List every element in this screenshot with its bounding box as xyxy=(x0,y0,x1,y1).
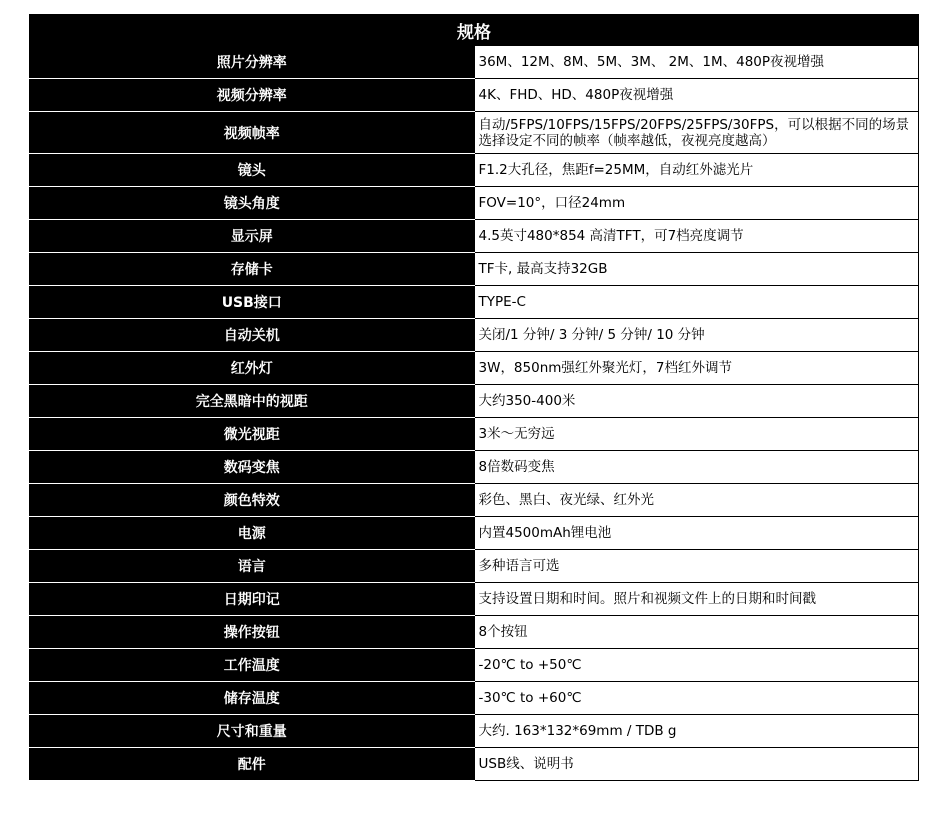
table-row xyxy=(30,583,919,616)
spec-label: 镜头角度 xyxy=(30,187,475,220)
table-row xyxy=(30,220,919,253)
spec-value: FOV=10°，口径24mm xyxy=(474,187,919,220)
table-row xyxy=(30,319,919,352)
spec-value: TYPE-C xyxy=(474,286,919,319)
spec-label: 存储卡 xyxy=(30,253,475,286)
table-row xyxy=(30,715,919,748)
spec-value: 3米～无穷远 xyxy=(474,418,919,451)
table-row xyxy=(30,154,919,187)
table-row xyxy=(30,286,919,319)
table-row xyxy=(30,517,919,550)
spec-value: -20℃ to +50℃ xyxy=(474,649,919,682)
table-header-row xyxy=(30,15,919,46)
spec-label: 尺寸和重量 xyxy=(30,715,475,748)
table-row xyxy=(30,418,919,451)
spec-label: 日期印记 xyxy=(30,583,475,616)
spec-table xyxy=(29,14,919,781)
spec-label: 视频帧率 xyxy=(30,112,475,154)
table-row xyxy=(30,616,919,649)
spec-label: 微光视距 xyxy=(30,418,475,451)
table-row xyxy=(30,187,919,220)
table-row xyxy=(30,748,919,781)
spec-value: 8倍数码变焦 xyxy=(474,451,919,484)
spec-label: 操作按钮 xyxy=(30,616,475,649)
spec-value: 36M、12M、8M、5M、3M、 2M、1M、480P夜视增强 xyxy=(474,46,919,79)
table-row xyxy=(30,46,919,79)
spec-label: 配件 xyxy=(30,748,475,781)
spec-label: 数码变焦 xyxy=(30,451,475,484)
spec-value: 大约. 163*132*69mm / TDB g xyxy=(474,715,919,748)
spec-label: 显示屏 xyxy=(30,220,475,253)
spec-value: 4.5英寸480*854 高清TFT，可7档亮度调节 xyxy=(474,220,919,253)
table-row xyxy=(30,352,919,385)
spec-label: 语言 xyxy=(30,550,475,583)
spec-label: USB接口 xyxy=(30,286,475,319)
spec-value: 支持设置日期和时间。照片和视频文件上的日期和时间戳 xyxy=(474,583,919,616)
table-row xyxy=(30,253,919,286)
spec-value: 自动/5FPS/10FPS/15FPS/20FPS/25FPS/30FPS，可以根据不同的场景选择设定不同的帧率（帧率越低，夜视亮度越高） xyxy=(474,112,919,154)
spec-value: 4K、FHD、HD、480P夜视增强 xyxy=(474,79,919,112)
spec-value: USB线、说明书 xyxy=(474,748,919,781)
table-row xyxy=(30,385,919,418)
spec-value: -30℃ to +60℃ xyxy=(474,682,919,715)
spec-label: 工作温度 xyxy=(30,649,475,682)
spec-label: 红外灯 xyxy=(30,352,475,385)
spec-label: 照片分辨率 xyxy=(30,46,475,79)
spec-label: 电源 xyxy=(30,517,475,550)
spec-value: 彩色、黑白、夜光绿、红外光 xyxy=(474,484,919,517)
spec-label: 自动关机 xyxy=(30,319,475,352)
spec-label: 颜色特效 xyxy=(30,484,475,517)
spec-value: 3W，850nm强红外聚光灯，7档红外调节 xyxy=(474,352,919,385)
spec-value: 关闭/1 分钟/ 3 分钟/ 5 分钟/ 10 分钟 xyxy=(474,319,919,352)
spec-label: 视频分辨率 xyxy=(30,79,475,112)
table-row xyxy=(30,484,919,517)
table-row xyxy=(30,550,919,583)
spec-label: 储存温度 xyxy=(30,682,475,715)
table-title: 规格 xyxy=(30,15,919,46)
spec-label: 镜头 xyxy=(30,154,475,187)
spec-value: TF卡, 最高支持32GB xyxy=(474,253,919,286)
spec-value: F1.2大孔径，焦距f=25MM，自动红外滤光片 xyxy=(474,154,919,187)
table-row xyxy=(30,682,919,715)
spec-value: 内置4500mAh锂电池 xyxy=(474,517,919,550)
table-row xyxy=(30,451,919,484)
spec-label: 完全黑暗中的视距 xyxy=(30,385,475,418)
spec-value: 多种语言可选 xyxy=(474,550,919,583)
spec-value: 大约350-400米 xyxy=(474,385,919,418)
table-row xyxy=(30,649,919,682)
spec-value: 8个按钮 xyxy=(474,616,919,649)
table-row xyxy=(30,112,919,154)
table-row xyxy=(30,79,919,112)
